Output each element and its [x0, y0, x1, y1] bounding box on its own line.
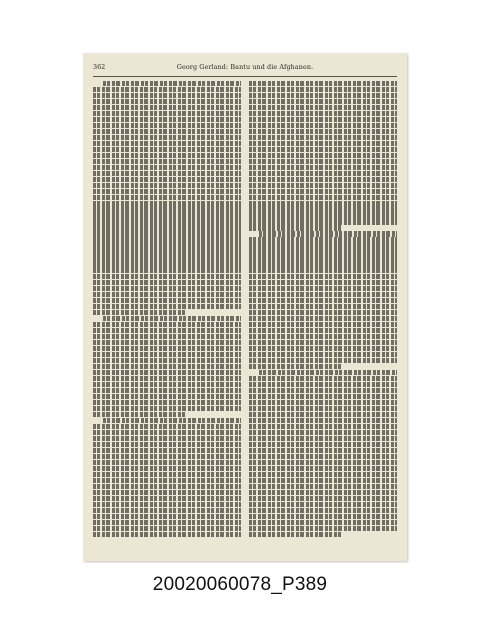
text-line [93, 195, 241, 200]
text-column-right [249, 81, 397, 543]
header-rule [93, 76, 397, 77]
text-line [249, 141, 397, 146]
text-line [249, 159, 397, 164]
text-line [249, 207, 397, 212]
text-line [249, 334, 397, 339]
text-line [93, 454, 241, 459]
text-line [249, 514, 397, 519]
text-line [249, 412, 397, 417]
text-line [249, 189, 397, 194]
text-line [249, 87, 397, 92]
text-line [249, 249, 397, 254]
text-line [249, 496, 397, 501]
text-line [249, 135, 397, 140]
text-line [249, 448, 397, 453]
text-line [249, 310, 397, 315]
text-line [93, 514, 241, 519]
text-line [249, 183, 397, 188]
text-line [93, 442, 241, 447]
text-line [249, 274, 397, 279]
text-line [249, 352, 397, 357]
text-line [93, 87, 241, 92]
text-line [249, 93, 397, 98]
text-line [249, 147, 397, 152]
text-line [249, 376, 397, 381]
text-line [249, 165, 397, 170]
text-line [93, 207, 241, 212]
text-line [93, 376, 241, 381]
text-line [249, 255, 397, 260]
text-line [93, 117, 241, 122]
text-line [249, 81, 397, 86]
text-line [249, 298, 397, 303]
scanned-page [83, 53, 407, 561]
text-line [93, 189, 241, 194]
text-line [249, 304, 397, 309]
column-text-lines [93, 81, 241, 538]
text-line [249, 153, 397, 158]
text-line [93, 255, 241, 260]
text-line [93, 424, 241, 429]
text-line [249, 280, 397, 285]
text-line [249, 219, 397, 224]
text-line [93, 364, 241, 369]
text-line [249, 243, 397, 248]
text-line [93, 213, 241, 218]
text-line [93, 111, 241, 116]
text-line [249, 328, 397, 333]
text-line [249, 526, 397, 531]
text-line [93, 346, 241, 351]
text-line [249, 316, 397, 321]
text-line [93, 267, 241, 272]
text-line [93, 310, 185, 315]
text-line [249, 111, 397, 116]
text-line [249, 454, 397, 459]
text-line [93, 292, 241, 297]
text-line [249, 358, 397, 363]
text-line [249, 442, 397, 447]
text-line [93, 436, 241, 441]
text-line [93, 328, 241, 333]
text-line [93, 484, 241, 489]
text-line [93, 430, 241, 435]
text-line [249, 460, 397, 465]
text-line [93, 520, 241, 525]
text-line [93, 466, 241, 471]
text-line [93, 532, 241, 537]
text-line [93, 526, 241, 531]
page-number: 362 [93, 63, 106, 71]
text-line [93, 177, 241, 182]
text-line [93, 135, 241, 140]
text-line [93, 219, 241, 224]
text-line [93, 129, 241, 134]
text-line [93, 394, 241, 399]
text-line [93, 147, 241, 152]
text-line [249, 292, 397, 297]
text-line [93, 237, 241, 242]
text-line [249, 478, 397, 483]
text-line [103, 418, 241, 423]
text-line [93, 225, 241, 230]
text-line [93, 93, 241, 98]
column-text-lines [249, 81, 397, 538]
text-line [249, 394, 397, 399]
text-line [93, 99, 241, 104]
text-line [93, 490, 241, 495]
text-line [249, 340, 397, 345]
page-header [93, 63, 397, 75]
text-line [93, 406, 241, 411]
text-line [93, 274, 241, 279]
text-line [249, 195, 397, 200]
text-line [93, 352, 241, 357]
text-line [93, 400, 241, 405]
text-line [249, 201, 397, 206]
text-line [249, 508, 397, 513]
text-line [93, 502, 241, 507]
text-line [249, 484, 397, 489]
text-line [93, 382, 241, 387]
text-line [93, 183, 241, 188]
text-line [249, 406, 397, 411]
running-head: Georg Gerland: Bantu und die Afghanen. [176, 63, 314, 71]
text-line [249, 502, 397, 507]
text-line [93, 286, 241, 291]
text-line [249, 99, 397, 104]
text-line [93, 153, 241, 158]
text-line [93, 141, 241, 146]
text-line [249, 105, 397, 110]
image-identifier-caption: 20020060078_P389 [152, 574, 328, 595]
text-line [249, 117, 397, 122]
text-line [93, 123, 241, 128]
text-line [249, 213, 397, 218]
text-line [93, 460, 241, 465]
text-line [93, 340, 241, 345]
text-line [93, 370, 241, 375]
text-line [249, 237, 397, 242]
text-line [259, 231, 397, 236]
text-line [249, 322, 397, 327]
text-line [93, 171, 241, 176]
text-column-left [93, 81, 241, 543]
text-line [93, 478, 241, 483]
text-line [249, 520, 397, 525]
text-line [249, 382, 397, 387]
text-line [249, 129, 397, 134]
text-line [249, 490, 397, 495]
text-line [93, 261, 241, 266]
text-line [249, 286, 397, 291]
text-line [249, 532, 341, 537]
text-line [93, 472, 241, 477]
text-line [93, 496, 241, 501]
text-line [93, 249, 241, 254]
text-line [93, 201, 241, 206]
text-line [249, 418, 397, 423]
text-line [93, 105, 241, 110]
text-line [103, 81, 241, 86]
text-line [93, 159, 241, 164]
text-line [103, 316, 241, 321]
text-line [93, 280, 241, 285]
text-line [249, 388, 397, 393]
text-line [93, 322, 241, 327]
text-line [93, 304, 241, 309]
text-line [93, 508, 241, 513]
text-line [93, 334, 241, 339]
text-line [249, 400, 397, 405]
text-line [249, 346, 397, 351]
text-line [249, 430, 397, 435]
text-line [249, 123, 397, 128]
text-line [259, 370, 397, 375]
text-line [249, 436, 397, 441]
text-line [93, 165, 241, 170]
text-line [249, 225, 341, 230]
text-line [93, 358, 241, 363]
text-line [93, 388, 241, 393]
text-line [249, 472, 397, 477]
text-line [249, 424, 397, 429]
text-line [249, 364, 341, 369]
text-line [93, 448, 241, 453]
text-line [93, 231, 241, 236]
text-line [93, 412, 185, 417]
text-line [249, 267, 397, 272]
text-line [249, 177, 397, 182]
text-line [249, 171, 397, 176]
text-line [93, 298, 241, 303]
text-line [249, 261, 397, 266]
text-line [93, 243, 241, 248]
text-line [249, 466, 397, 471]
